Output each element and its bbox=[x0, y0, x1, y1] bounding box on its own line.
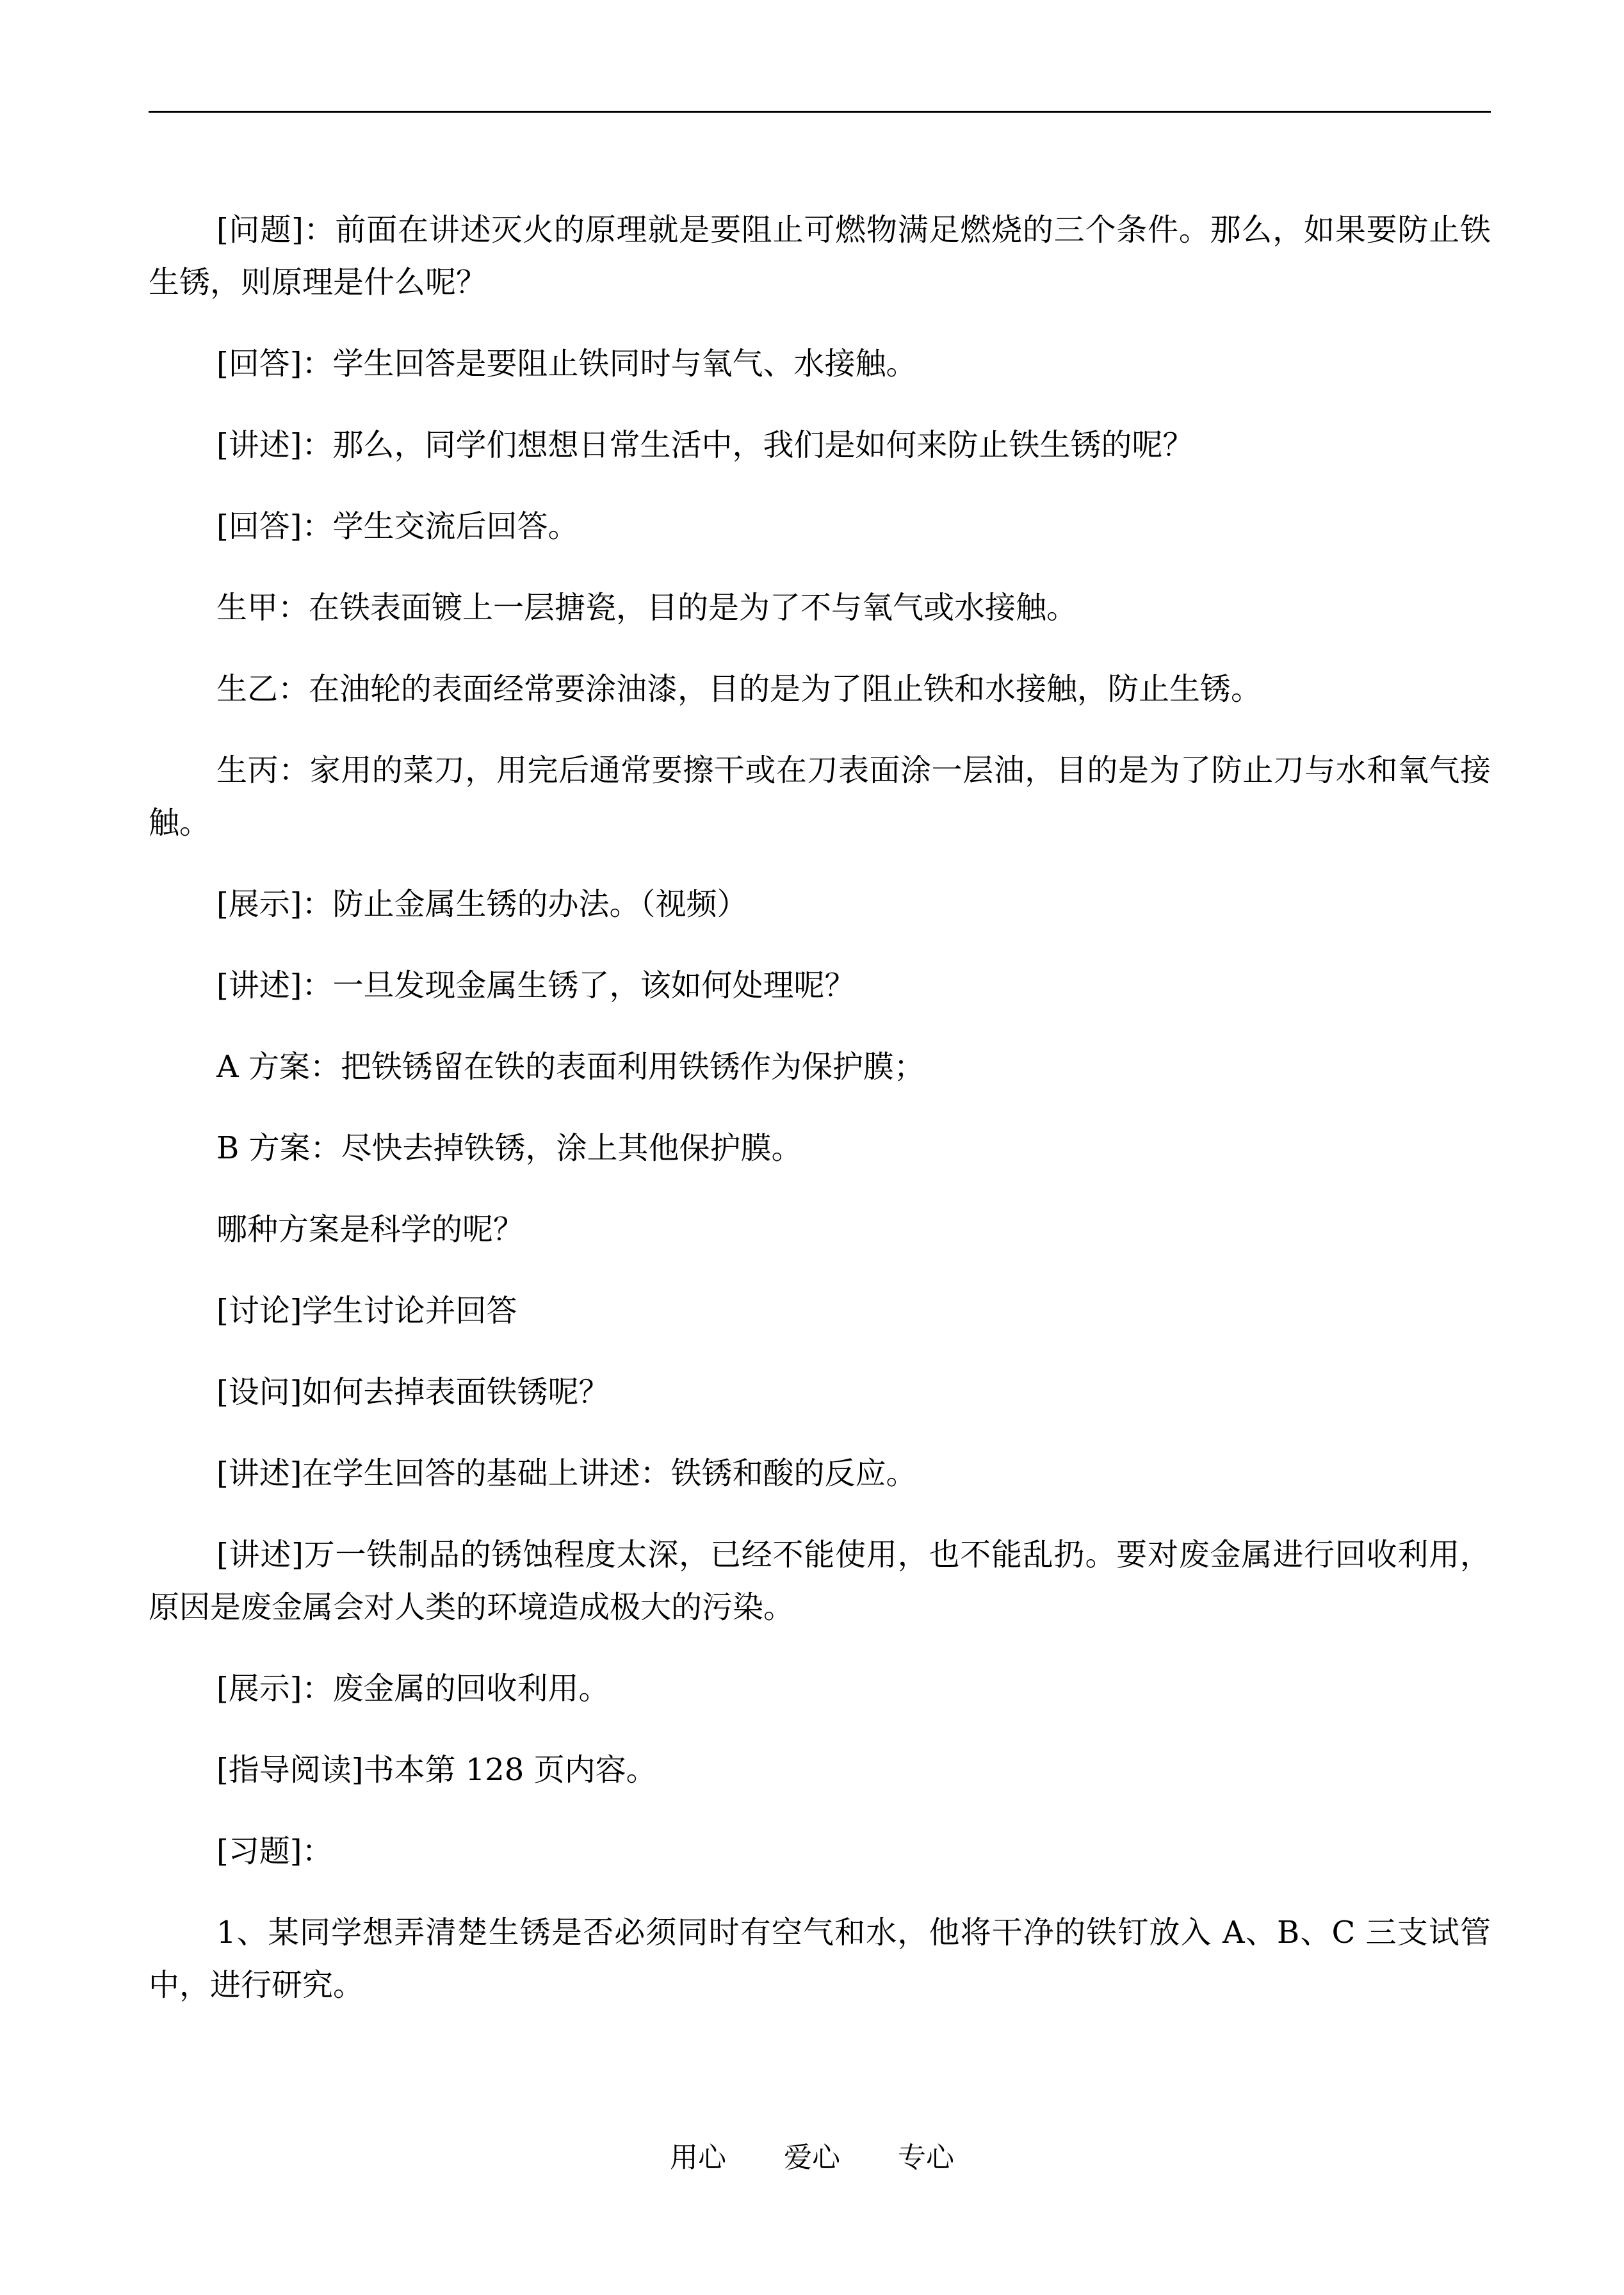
paragraph: [讲述]万一铁制品的锈蚀程度太深，已经不能使用，也不能乱扔。要对废金属进行回收利用，原因是废金属会对人类的环境造成极大的污染。 bbox=[149, 1537, 1491, 1625]
paragraph: [讨论]学生讨论并回答 bbox=[216, 1293, 517, 1329]
paragraph: [讲述]在学生回答的基础上讲述：铁锈和酸的反应。 bbox=[216, 1456, 917, 1491]
paragraph: 生乙：在油轮的表面经常要涂油漆，目的是为了阻止铁和水接触，防止生锈。 bbox=[216, 671, 1262, 707]
paragraph: [回答]：学生回答是要阻止铁同时与氧气、水接触。 bbox=[216, 346, 917, 382]
page-footer bbox=[0, 2139, 1624, 2177]
paragraph: [展示]：废金属的回收利用。 bbox=[216, 1671, 610, 1707]
paragraph: [设问]如何去掉表面铁锈呢？ bbox=[216, 1374, 610, 1410]
paragraph: [问题]：前面在讲述灭火的原理就是要阻止可燃物满足燃烧的三个条件。那么，如果要防止铁生锈，则原理是什么呢？ bbox=[149, 212, 1491, 300]
footer-item: 用心 bbox=[670, 2141, 726, 2174]
header-rule bbox=[149, 111, 1491, 113]
paragraph: 哪种方案是科学的呢？ bbox=[216, 1212, 524, 1247]
footer-item: 爱心 bbox=[784, 2141, 840, 2174]
paragraph: 生丙：家用的菜刀，用完后通常要擦干或在刀表面涂一层油，目的是为了防止刀与水和氧气接触。 bbox=[149, 752, 1491, 841]
paragraph: B 方案：尽快去掉铁锈，涂上其他保护膜。 bbox=[216, 1130, 802, 1166]
document-body bbox=[149, 204, 1491, 2040]
paragraph: A 方案：把铁锈留在铁的表面利用铁锈作为保护膜； bbox=[216, 1049, 925, 1085]
paragraph: [指导阅读]书本第 128 页内容。 bbox=[216, 1752, 657, 1788]
paragraph: [习题]： bbox=[216, 1833, 333, 1869]
footer-item: 专心 bbox=[898, 2141, 954, 2174]
paragraph: [展示]：防止金属生锈的办法。（视频） bbox=[216, 886, 748, 922]
paragraph: [讲述]：那么，同学们想想日常生活中，我们是如何来防止铁生锈的呢？ bbox=[216, 427, 1194, 463]
paragraph: 1、某同学想弄清楚生锈是否必须同时有空气和水，他将干净的铁钉放入 A、B、C 三支试管中，进行研究。 bbox=[149, 1915, 1491, 2003]
paragraph: [讲述]：一旦发现金属生锈了，该如何处理呢？ bbox=[216, 968, 856, 1003]
paragraph: 生甲：在铁表面镀上一层搪瓷，目的是为了不与氧气或水接触。 bbox=[216, 590, 1078, 626]
paragraph: [回答]：学生交流后回答。 bbox=[216, 508, 579, 544]
